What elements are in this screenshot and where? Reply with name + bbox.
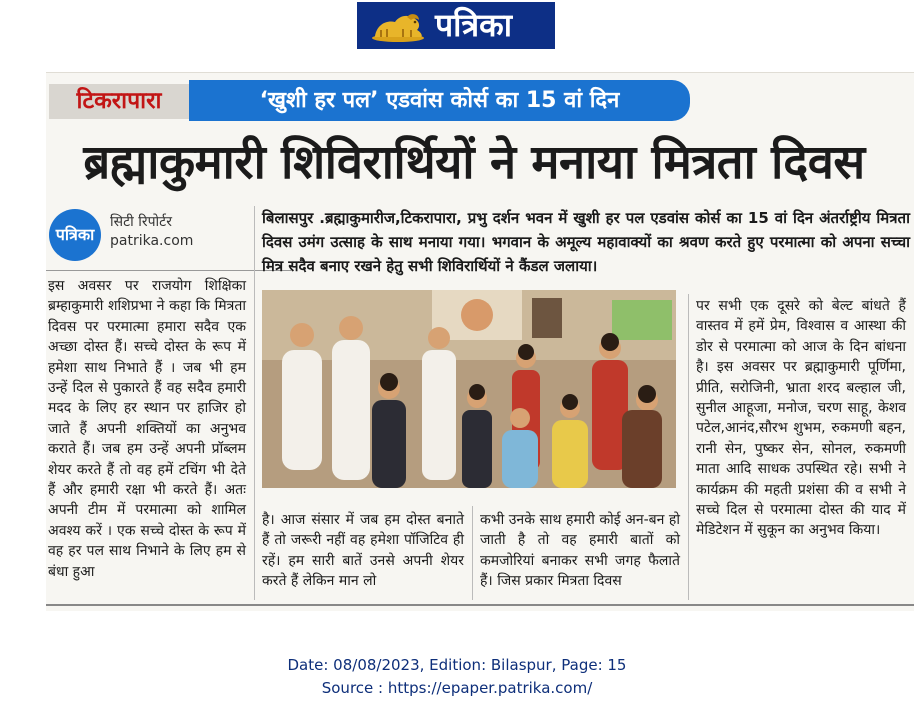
clipping-bottom-rule <box>46 604 914 606</box>
column-divider <box>688 294 689 600</box>
footer <box>0 654 914 700</box>
group-photo-illustration <box>262 290 676 488</box>
source-link[interactable]: Source : https://epaper.patrika.com/ <box>321 679 593 697</box>
column-divider <box>472 506 473 600</box>
event-photo <box>262 290 676 488</box>
masthead-title: पत्रिका <box>435 6 512 44</box>
lead-paragraph: बिलासपुर .ब्रह्माकुमारीज,टिकरापारा, प्रभु दर्शन भवन में खुशी हर पल एडवांस कोर्स का 15 वां दिन अंतर्राष्ट्रीय मित्रता दिवस उमंग उत्साह के साथ मनाया गया। भगवान के अमूल्य महावाक्यों का श्रवण करते हुए परमात्मा को अपना सच्चा मित्र सदैव बनाए रखने हेतु सभी शिविरार्थियों ने कैंडल जलाया। <box>262 209 910 275</box>
byline <box>46 206 246 266</box>
reporter-label: सिटी रिपोर्टर <box>110 214 172 230</box>
site-label: patrika.com <box>110 233 194 249</box>
section-banner: ‘खुशी हर पल’ एडवांस कोर्स का 15 वां दिन <box>189 80 690 121</box>
body-column-2: है। आज संसार में जब हम दोस्त बनाते हैं तो जरूरी नहीं वह हमेशा पॉजिटिव ही रहें। हम सारी बातें उनसे अपनी शेयर करते हैं लेकिन मान लो <box>262 512 464 590</box>
body-column-3: कभी उनके साथ हमारी कोई अन-बन हो जाती है तो वह हमारी बातों को कमजोरियां बनाकर सभी जगह फैलाते हैं। जिस प्रकार मित्रता दिवस <box>480 512 680 590</box>
edition-info: Date: 08/08/2023, Edition: Bilaspur, Page: 15 <box>287 656 627 674</box>
body-column-1: इस अवसर पर राजयोग शिक्षिका ब्रम्हाकुमारी शशिप्रभा ने कहा कि मित्रता दिवस पर परमात्मा हमारा सदैव एक अच्छा दोस्त हैं। सच्चे दोस्त के रूप में हमेशा साथ निभाते हैं । जब भी हम उन्हें दिल से पुकारते हैं वह सदैव हमारी मदद के लिए हर स्थान पर हाजिर हो जाते हैं अपनी शक्तियों का अनुभव कराते हैं। जब हम उन्हें अपनी प्रॉब्लम शेयर करते हैं तो वह हमें टचिंग भी देते हैं और हमारी रक्षा भी करते हैं। अतः अपनी टीम में परमात्मा को शामिल अवश्य करें । एक सच्चे दोस्त के रूप में वह हर पल साथ निभाने के लिए हम से बंधा हुआ <box>48 278 246 580</box>
masthead <box>357 2 555 49</box>
column-divider <box>254 206 255 600</box>
headline: ब्रह्माकुमारी शिविरार्थियों ने मनाया मित्रता दिवस <box>83 135 865 190</box>
location-tag: टिकरापारा <box>49 84 189 119</box>
body-column-4: पर सभी एक दूसरे को बेल्ट बांधते हैं वास्तव में हमें प्रेम, विश्वास व आस्था की डोर से परमात्मा को आज के दिन बांधना है। इस अवसर पर ब्रह्माकुमारी पूर्णिमा, प्रीति, सरोजिनी, भ्राता शरद बल्हाल जी, सुनील आहूजा, मनोज, चरण साहू, केशव पटेल,आनंद,सौरभ शुभम, रुकमणी बहन, रानी सेन, पुष्कर सेन, सोनल, रुकमणी माता आदि साधक उपस्थित रहे। सभी ने कार्यक्रम की महती प्रशंसा की व सभी ने सच्चे दिल से परमात्मा दोस्त की याद में मेडिटेशन में सुकून का अनुभव किया। <box>696 298 906 539</box>
patrika-logo: पत्रिका <box>49 209 101 261</box>
lion-icon <box>367 8 429 44</box>
